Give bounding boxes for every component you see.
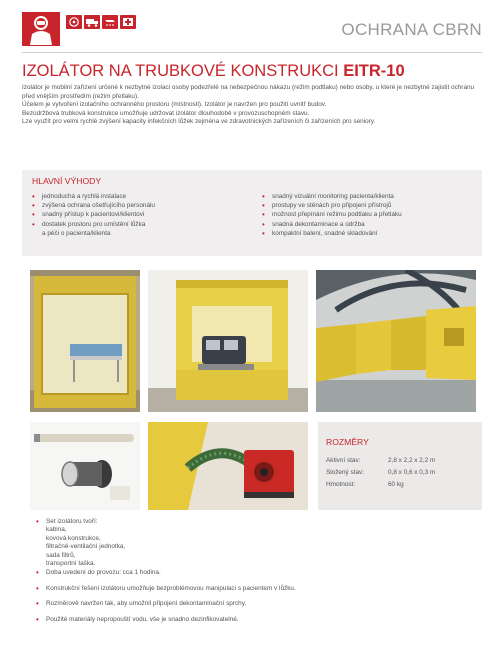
set-item: sada filtrů,	[46, 551, 76, 559]
list-item: • prostupy ve stěnách pro připojení přístrojů	[262, 201, 477, 210]
page-title	[22, 62, 405, 81]
list-item: • jednoduchá a rychlá instalace	[32, 192, 252, 201]
photo-isolator-with-unit	[148, 270, 308, 412]
intro-text	[22, 84, 484, 127]
advantages-list-left	[32, 192, 252, 238]
truck-icon	[84, 15, 100, 29]
list-item: • možnost přepínání režimu podtlaku a přetlaku	[262, 210, 477, 219]
details-list	[36, 518, 486, 624]
title-model: EITR-10	[343, 62, 405, 80]
set-item: transportní taška.	[46, 560, 96, 568]
photo-isolators-in-hall	[316, 270, 476, 412]
title-main: IZOLÁTOR NA TRUBKOVÉ KONSTRUKCI	[22, 62, 344, 80]
main-advantages-box	[22, 170, 482, 256]
advantages-title: HLAVNÍ VÝHODY	[32, 176, 102, 186]
dimension-label: Aktivní stav:	[326, 457, 361, 464]
shower-icon	[102, 15, 118, 29]
list-item-continued: a péči o pacienta/klienta	[42, 229, 111, 237]
list-item: • snadný vizuální monitoring pacienta/klienta	[262, 192, 477, 201]
header-divider	[22, 52, 482, 53]
list-item: • kompaktní balení, snadné skladování	[262, 229, 477, 238]
dimension-value: 60 kg	[388, 481, 404, 488]
list-item: • Rozměrově navržen tak, aby umožnil připojení dekontaminační sprchy.	[36, 600, 486, 608]
list-item	[32, 229, 252, 238]
biohazard-icon	[66, 15, 82, 29]
dimensions-title: ROZMĚRY	[326, 437, 369, 447]
set-item: kovová konstrukce,	[46, 534, 101, 542]
dimension-value: 0,8 x 0,6 x 0,3 m	[388, 469, 436, 476]
hazmat-person-icon	[22, 12, 60, 46]
dimension-label: Složený stav:	[326, 469, 365, 476]
photo-packed-parts	[30, 422, 140, 510]
brand-name: OCHRANA CBRN	[341, 20, 482, 39]
list-item: • snadný přístup k pacientovi/klientovi	[32, 210, 252, 219]
list-item: • Použité materiály nepropouští vodu, vše je snadno dezinfikovatelné.	[36, 616, 486, 624]
set-item: kabina,	[46, 526, 67, 534]
intro-paragraph: Lze využít pro velmi rychlé zvýšení kapacity infekčních lůžek zejména ve zdravotnických zařízeních či zařízeních pro seniory.	[22, 118, 376, 125]
list-item: • dostatek prostoru pro umístění lůžka	[32, 220, 252, 229]
set-title: • Set izolátoru tvoří:	[46, 518, 98, 525]
list-item: • snadná dekontaminace a údržba	[262, 220, 477, 229]
medical-cross-icon	[120, 15, 136, 29]
photo-ventilation-unit	[148, 422, 308, 510]
intro-paragraph: Účelem je vytvoření izolačního ochranného prostoru (místnosti). Izolátor je navržen pro použití uvnitř budov.	[22, 101, 327, 108]
intro-paragraph: Bezúdržbová trubková konstrukce umožňuje udržovat izolátor dlouhodobě v provozuschopném stavu.	[22, 109, 310, 117]
page-header	[0, 0, 504, 56]
advantages-list-right	[262, 192, 477, 238]
set-item: filtračně-ventilační jednotka,	[46, 543, 126, 551]
intro-paragraph: Izolátor je mobilní zařízení určené k nezbytné izolaci osoby podezřelé na nebezpečnou nákazu (režim podtlaku) nebo osoby, u které je nezbytné zajistit ochranu před vnějším prostředím (režim přetlaku).	[22, 84, 475, 100]
dimensions-box	[318, 422, 482, 510]
dimension-label: Hmotnost:	[326, 481, 356, 488]
list-item: • Doba uvedení do provozu: cca 1 hodina.	[36, 569, 486, 577]
list-item: • zvýšená ochrana ošetřujícího personálu	[32, 201, 252, 210]
photo-isolator-with-bed	[30, 270, 140, 412]
dimension-value: 2,8 x 2,2 x 2,2 m	[388, 457, 436, 464]
list-item	[36, 518, 486, 568]
list-item: • Konstrukční řešení izolátoru umožňuje bezproblémovou manipulaci s pacientem v lůžku.	[36, 585, 486, 593]
